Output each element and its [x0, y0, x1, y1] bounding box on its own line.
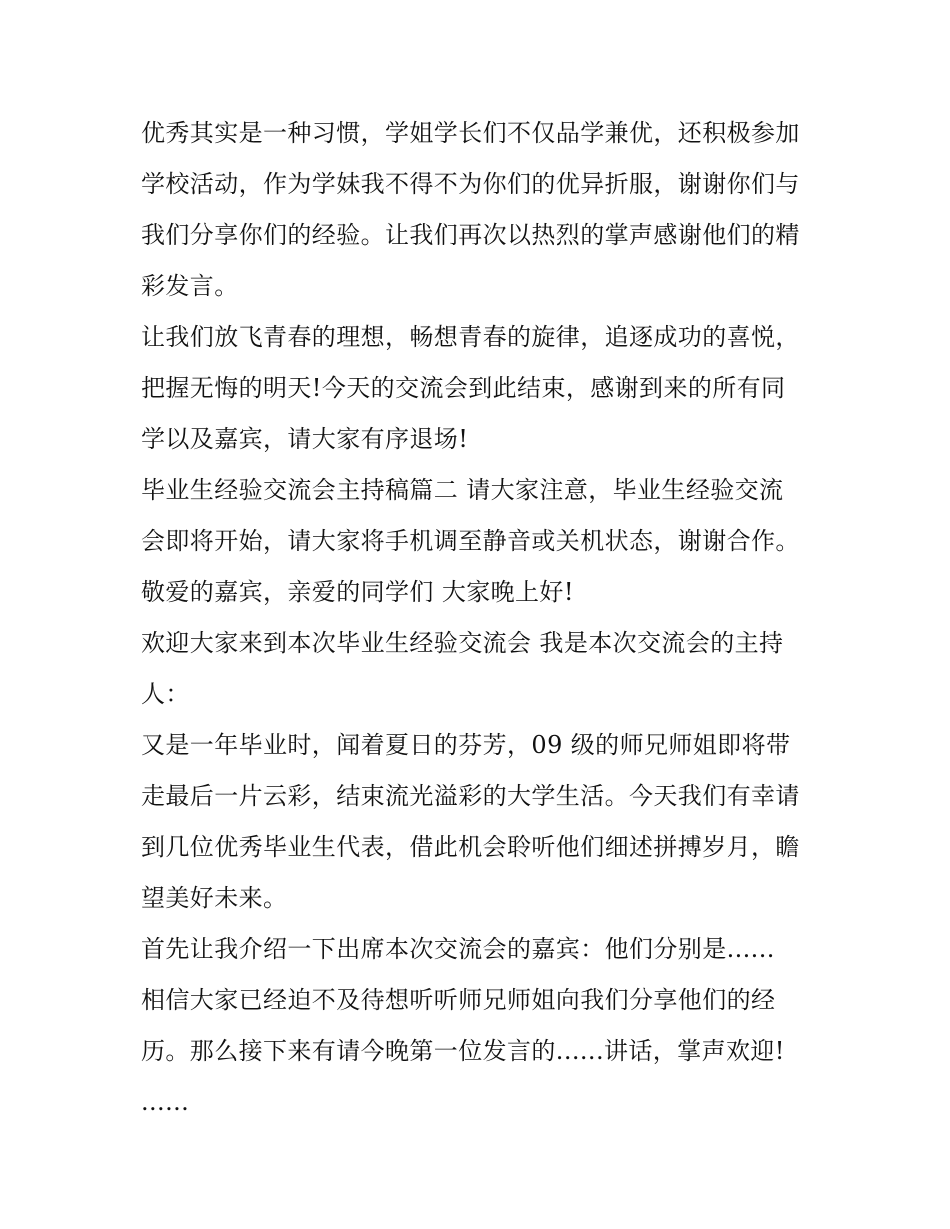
text-line: 毕业生经验交流会主持稿篇二 请大家注意，毕业生经验交流: [141, 476, 784, 504]
text-line: 彩发言。: [141, 272, 239, 300]
text-line: 走最后一片云彩，结束流光溢彩的大学生活。今天我们有幸请: [141, 782, 800, 810]
text-line: 敬爱的嘉宾，亲爱的同学们 大家晚上好!: [141, 578, 574, 606]
text-line: 让我们放飞青春的理想，畅想青春的旋律，追逐成功的喜悦，: [141, 323, 800, 351]
document-body-text: [141, 108, 821, 1128]
text-line: 学校活动，作为学妹我不得不为你们的优异折服，谢谢你们与: [141, 170, 800, 198]
text-line: 相信大家已经迫不及待想听听师兄师姐向我们分享他们的经: [141, 986, 776, 1014]
text-line: 把握无悔的明天!今天的交流会到此结束，感谢到来的所有同: [141, 374, 786, 402]
text-line: ......: [141, 1088, 190, 1116]
text-line: 到几位优秀毕业生代表，借此机会聆听他们细述拼搏岁月，瞻: [141, 833, 800, 861]
text-line: 优秀其实是一种习惯，学姐学长们不仅品学兼优，还积极参加: [141, 119, 800, 147]
text-line: 学以及嘉宾，请大家有序退场!: [141, 425, 469, 453]
text-line: 人：: [141, 680, 190, 708]
text-line: 望美好未来。: [141, 884, 288, 912]
text-line: 会即将开始，请大家将手机调至静音或关机状态，谢谢合作。: [141, 527, 800, 555]
text-line: 又是一年毕业时，闻着夏日的芬芳，09 级的师兄师姐即将带: [141, 731, 791, 759]
text-line: 欢迎大家来到本次毕业生经验交流会 我是本次交流会的主持: [141, 629, 784, 657]
text-line: 我们分享你们的经验。让我们再次以热烈的掌声感谢他们的精: [141, 221, 800, 249]
text-line: 首先让我介绍一下出席本次交流会的嘉宾：他们分别是......: [141, 935, 775, 963]
text-line: 历。那么接下来有请今晚第一位发言的......讲话，掌声欢迎!: [141, 1037, 785, 1065]
